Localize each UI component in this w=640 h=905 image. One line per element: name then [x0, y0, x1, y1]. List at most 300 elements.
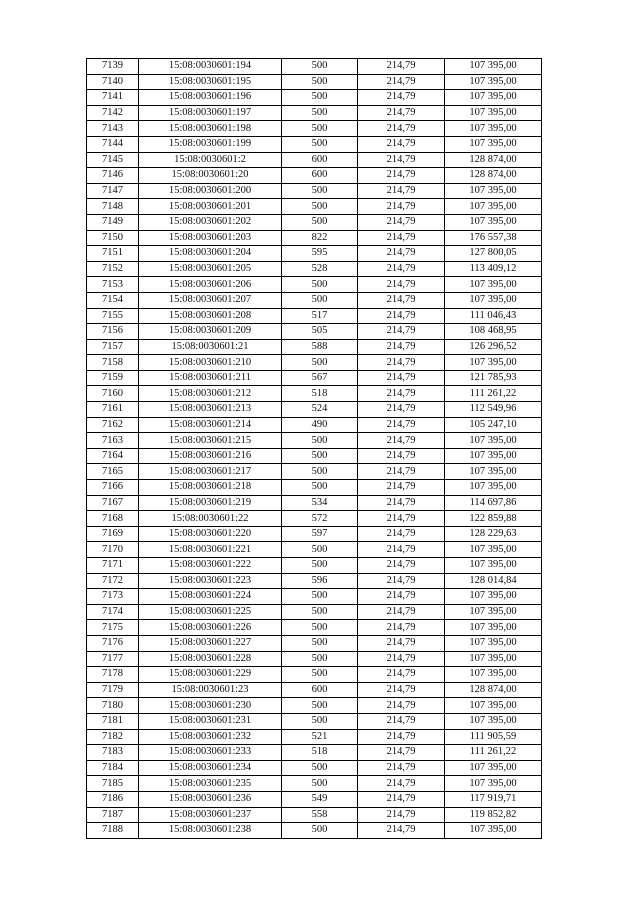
- rate-cell: 214,79: [358, 261, 445, 277]
- area-cell: 500: [282, 121, 358, 137]
- row-number-cell: 7177: [87, 651, 139, 667]
- area-cell: 500: [282, 74, 358, 90]
- area-cell: 500: [282, 776, 358, 792]
- rate-cell: 214,79: [358, 823, 445, 839]
- cadastral-number-cell: 15:08:0030601:199: [139, 136, 282, 152]
- rate-cell: 214,79: [358, 121, 445, 137]
- area-cell: 500: [282, 667, 358, 683]
- rate-cell: 214,79: [358, 682, 445, 698]
- amount-cell: 128 014,84: [445, 573, 542, 589]
- cadastral-number-cell: 15:08:0030601:194: [139, 59, 282, 75]
- table-body: [87, 59, 542, 839]
- cadastral-number-cell: 15:08:0030601:215: [139, 433, 282, 449]
- table-row: [87, 620, 542, 636]
- row-number-cell: 7161: [87, 402, 139, 418]
- rate-cell: 214,79: [358, 90, 445, 106]
- cadastral-number-cell: 15:08:0030601:211: [139, 370, 282, 386]
- row-number-cell: 7151: [87, 246, 139, 262]
- area-cell: 518: [282, 386, 358, 402]
- rate-cell: 214,79: [358, 480, 445, 496]
- table-row: [87, 230, 542, 246]
- table-row: [87, 214, 542, 230]
- table-row: [87, 448, 542, 464]
- cadastral-number-cell: 15:08:0030601:22: [139, 511, 282, 527]
- cadastral-number-cell: 15:08:0030601:20: [139, 168, 282, 184]
- area-cell: 524: [282, 402, 358, 418]
- row-number-cell: 7182: [87, 729, 139, 745]
- amount-cell: 107 395,00: [445, 604, 542, 620]
- row-number-cell: 7153: [87, 277, 139, 293]
- cadastral-number-cell: 15:08:0030601:227: [139, 635, 282, 651]
- rate-cell: 214,79: [358, 230, 445, 246]
- area-cell: 500: [282, 214, 358, 230]
- amount-cell: 107 395,00: [445, 214, 542, 230]
- rate-cell: 214,79: [358, 183, 445, 199]
- table-row: [87, 90, 542, 106]
- area-cell: 500: [282, 558, 358, 574]
- area-cell: 517: [282, 308, 358, 324]
- amount-cell: 117 919,71: [445, 791, 542, 807]
- area-cell: 500: [282, 199, 358, 215]
- amount-cell: 128 874,00: [445, 682, 542, 698]
- rate-cell: 214,79: [358, 433, 445, 449]
- area-cell: 596: [282, 573, 358, 589]
- cadastral-number-cell: 15:08:0030601:214: [139, 417, 282, 433]
- area-cell: 500: [282, 635, 358, 651]
- amount-cell: 107 395,00: [445, 713, 542, 729]
- cadastral-number-cell: 15:08:0030601:224: [139, 589, 282, 605]
- table-row: [87, 74, 542, 90]
- row-number-cell: 7184: [87, 760, 139, 776]
- rate-cell: 214,79: [358, 339, 445, 355]
- rate-cell: 214,79: [358, 448, 445, 464]
- amount-cell: 119 852,82: [445, 807, 542, 823]
- row-number-cell: 7147: [87, 183, 139, 199]
- rate-cell: 214,79: [358, 807, 445, 823]
- cadastral-number-cell: 15:08:0030601:221: [139, 542, 282, 558]
- cadastral-number-cell: 15:08:0030601:201: [139, 199, 282, 215]
- amount-cell: 127 800,05: [445, 246, 542, 262]
- cadastral-number-cell: 15:08:0030601:231: [139, 713, 282, 729]
- row-number-cell: 7180: [87, 698, 139, 714]
- rate-cell: 214,79: [358, 698, 445, 714]
- amount-cell: 107 395,00: [445, 121, 542, 137]
- row-number-cell: 7175: [87, 620, 139, 636]
- area-cell: 600: [282, 152, 358, 168]
- row-number-cell: 7142: [87, 105, 139, 121]
- area-cell: 500: [282, 90, 358, 106]
- table-row: [87, 386, 542, 402]
- rate-cell: 214,79: [358, 542, 445, 558]
- row-number-cell: 7186: [87, 791, 139, 807]
- area-cell: 588: [282, 339, 358, 355]
- table-row: [87, 152, 542, 168]
- cadastral-number-cell: 15:08:0030601:23: [139, 682, 282, 698]
- rate-cell: 214,79: [358, 74, 445, 90]
- cadastral-number-cell: 15:08:0030601:216: [139, 448, 282, 464]
- rate-cell: 214,79: [358, 402, 445, 418]
- area-cell: 518: [282, 745, 358, 761]
- row-number-cell: 7164: [87, 448, 139, 464]
- cadastral-number-cell: 15:08:0030601:208: [139, 308, 282, 324]
- amount-cell: 112 549,96: [445, 402, 542, 418]
- area-cell: 595: [282, 246, 358, 262]
- rate-cell: 214,79: [358, 59, 445, 75]
- area-cell: 500: [282, 105, 358, 121]
- cadastral-number-cell: 15:08:0030601:236: [139, 791, 282, 807]
- amount-cell: 107 395,00: [445, 776, 542, 792]
- table-row: [87, 760, 542, 776]
- row-number-cell: 7158: [87, 355, 139, 371]
- amount-cell: 107 395,00: [445, 90, 542, 106]
- area-cell: 500: [282, 604, 358, 620]
- row-number-cell: 7167: [87, 495, 139, 511]
- cadastral-number-cell: 15:08:0030601:2: [139, 152, 282, 168]
- data-table: [86, 58, 542, 839]
- amount-cell: 107 395,00: [445, 558, 542, 574]
- row-number-cell: 7159: [87, 370, 139, 386]
- amount-cell: 176 557,38: [445, 230, 542, 246]
- table-row: [87, 776, 542, 792]
- table-row: [87, 105, 542, 121]
- row-number-cell: 7179: [87, 682, 139, 698]
- table-row: [87, 511, 542, 527]
- area-cell: 549: [282, 791, 358, 807]
- amount-cell: 111 261,22: [445, 386, 542, 402]
- table-row: [87, 729, 542, 745]
- area-cell: 500: [282, 698, 358, 714]
- row-number-cell: 7143: [87, 121, 139, 137]
- rate-cell: 214,79: [358, 776, 445, 792]
- row-number-cell: 7181: [87, 713, 139, 729]
- area-cell: 521: [282, 729, 358, 745]
- table-row: [87, 604, 542, 620]
- row-number-cell: 7165: [87, 464, 139, 480]
- cadastral-number-cell: 15:08:0030601:213: [139, 402, 282, 418]
- row-number-cell: 7144: [87, 136, 139, 152]
- row-number-cell: 7188: [87, 823, 139, 839]
- rate-cell: 214,79: [358, 511, 445, 527]
- area-cell: 500: [282, 292, 358, 308]
- table-row: [87, 308, 542, 324]
- rate-cell: 214,79: [358, 355, 445, 371]
- amount-cell: 107 395,00: [445, 620, 542, 636]
- row-number-cell: 7162: [87, 417, 139, 433]
- row-number-cell: 7172: [87, 573, 139, 589]
- table-row: [87, 168, 542, 184]
- row-number-cell: 7170: [87, 542, 139, 558]
- table-row: [87, 417, 542, 433]
- cadastral-number-cell: 15:08:0030601:218: [139, 480, 282, 496]
- table-row: [87, 713, 542, 729]
- cadastral-number-cell: 15:08:0030601:212: [139, 386, 282, 402]
- cadastral-number-cell: 15:08:0030601:204: [139, 246, 282, 262]
- area-cell: 534: [282, 495, 358, 511]
- cadastral-number-cell: 15:08:0030601:226: [139, 620, 282, 636]
- cadastral-number-cell: 15:08:0030601:206: [139, 277, 282, 293]
- rate-cell: 214,79: [358, 791, 445, 807]
- area-cell: 500: [282, 589, 358, 605]
- rate-cell: 214,79: [358, 604, 445, 620]
- amount-cell: 107 395,00: [445, 667, 542, 683]
- table-row: [87, 246, 542, 262]
- table-row: [87, 292, 542, 308]
- amount-cell: 128 874,00: [445, 152, 542, 168]
- cadastral-number-cell: 15:08:0030601:222: [139, 558, 282, 574]
- table-row: [87, 495, 542, 511]
- cadastral-number-cell: 15:08:0030601:197: [139, 105, 282, 121]
- table-row: [87, 433, 542, 449]
- row-number-cell: 7168: [87, 511, 139, 527]
- rate-cell: 214,79: [358, 136, 445, 152]
- row-number-cell: 7152: [87, 261, 139, 277]
- area-cell: 500: [282, 713, 358, 729]
- rate-cell: 214,79: [358, 417, 445, 433]
- cadastral-number-cell: 15:08:0030601:195: [139, 74, 282, 90]
- cadastral-number-cell: 15:08:0030601:223: [139, 573, 282, 589]
- row-number-cell: 7163: [87, 433, 139, 449]
- table-row: [87, 402, 542, 418]
- cadastral-number-cell: 15:08:0030601:205: [139, 261, 282, 277]
- amount-cell: 107 395,00: [445, 59, 542, 75]
- row-number-cell: 7160: [87, 386, 139, 402]
- table-row: [87, 277, 542, 293]
- cadastral-number-cell: 15:08:0030601:203: [139, 230, 282, 246]
- area-cell: 528: [282, 261, 358, 277]
- rate-cell: 214,79: [358, 277, 445, 293]
- table-row: [87, 526, 542, 542]
- area-cell: 600: [282, 682, 358, 698]
- rate-cell: 214,79: [358, 589, 445, 605]
- area-cell: 822: [282, 230, 358, 246]
- row-number-cell: 7146: [87, 168, 139, 184]
- cadastral-number-cell: 15:08:0030601:21: [139, 339, 282, 355]
- cadastral-number-cell: 15:08:0030601:196: [139, 90, 282, 106]
- cadastral-number-cell: 15:08:0030601:238: [139, 823, 282, 839]
- area-cell: 490: [282, 417, 358, 433]
- amount-cell: 105 247,10: [445, 417, 542, 433]
- area-cell: 500: [282, 59, 358, 75]
- row-number-cell: 7185: [87, 776, 139, 792]
- row-number-cell: 7171: [87, 558, 139, 574]
- amount-cell: 108 468,95: [445, 324, 542, 340]
- rate-cell: 214,79: [358, 152, 445, 168]
- amount-cell: 107 395,00: [445, 136, 542, 152]
- area-cell: 500: [282, 464, 358, 480]
- amount-cell: 114 697,86: [445, 495, 542, 511]
- row-number-cell: 7148: [87, 199, 139, 215]
- rate-cell: 214,79: [358, 667, 445, 683]
- amount-cell: 107 395,00: [445, 823, 542, 839]
- rate-cell: 214,79: [358, 324, 445, 340]
- amount-cell: 107 395,00: [445, 651, 542, 667]
- row-number-cell: 7154: [87, 292, 139, 308]
- rate-cell: 214,79: [358, 105, 445, 121]
- table-row: [87, 261, 542, 277]
- rate-cell: 214,79: [358, 760, 445, 776]
- row-number-cell: 7155: [87, 308, 139, 324]
- cadastral-number-cell: 15:08:0030601:237: [139, 807, 282, 823]
- row-number-cell: 7157: [87, 339, 139, 355]
- table-row: [87, 589, 542, 605]
- cadastral-number-cell: 15:08:0030601:207: [139, 292, 282, 308]
- row-number-cell: 7150: [87, 230, 139, 246]
- table-row: [87, 542, 542, 558]
- rate-cell: 214,79: [358, 558, 445, 574]
- cadastral-number-cell: 15:08:0030601:200: [139, 183, 282, 199]
- amount-cell: 122 859,88: [445, 511, 542, 527]
- row-number-cell: 7176: [87, 635, 139, 651]
- cadastral-number-cell: 15:08:0030601:233: [139, 745, 282, 761]
- amount-cell: 107 395,00: [445, 589, 542, 605]
- amount-cell: 107 395,00: [445, 448, 542, 464]
- amount-cell: 128 229,63: [445, 526, 542, 542]
- amount-cell: 107 395,00: [445, 183, 542, 199]
- amount-cell: 111 905,59: [445, 729, 542, 745]
- rate-cell: 214,79: [358, 386, 445, 402]
- row-number-cell: 7173: [87, 589, 139, 605]
- row-number-cell: 7145: [87, 152, 139, 168]
- rate-cell: 214,79: [358, 464, 445, 480]
- table-row: [87, 199, 542, 215]
- amount-cell: 107 395,00: [445, 277, 542, 293]
- area-cell: 500: [282, 760, 358, 776]
- row-number-cell: 7166: [87, 480, 139, 496]
- rate-cell: 214,79: [358, 168, 445, 184]
- table-row: [87, 682, 542, 698]
- area-cell: 500: [282, 480, 358, 496]
- cadastral-number-cell: 15:08:0030601:220: [139, 526, 282, 542]
- cadastral-number-cell: 15:08:0030601:198: [139, 121, 282, 137]
- amount-cell: 126 296,52: [445, 339, 542, 355]
- cadastral-number-cell: 15:08:0030601:228: [139, 651, 282, 667]
- amount-cell: 107 395,00: [445, 635, 542, 651]
- row-number-cell: 7187: [87, 807, 139, 823]
- cadastral-number-cell: 15:08:0030601:210: [139, 355, 282, 371]
- amount-cell: 107 395,00: [445, 199, 542, 215]
- row-number-cell: 7174: [87, 604, 139, 620]
- amount-cell: 107 395,00: [445, 760, 542, 776]
- rate-cell: 214,79: [358, 573, 445, 589]
- table-row: [87, 480, 542, 496]
- table-row: [87, 183, 542, 199]
- area-cell: 597: [282, 526, 358, 542]
- area-cell: 500: [282, 823, 358, 839]
- area-cell: 500: [282, 183, 358, 199]
- rate-cell: 214,79: [358, 729, 445, 745]
- amount-cell: 113 409,12: [445, 261, 542, 277]
- area-cell: 500: [282, 277, 358, 293]
- amount-cell: 111 046,43: [445, 308, 542, 324]
- amount-cell: 121 785,93: [445, 370, 542, 386]
- cadastral-number-cell: 15:08:0030601:209: [139, 324, 282, 340]
- rate-cell: 214,79: [358, 199, 445, 215]
- area-cell: 500: [282, 136, 358, 152]
- amount-cell: 107 395,00: [445, 464, 542, 480]
- table-row: [87, 635, 542, 651]
- table-row: [87, 339, 542, 355]
- row-number-cell: 7140: [87, 74, 139, 90]
- cadastral-number-cell: 15:08:0030601:232: [139, 729, 282, 745]
- area-cell: 500: [282, 433, 358, 449]
- rate-cell: 214,79: [358, 246, 445, 262]
- area-cell: 500: [282, 542, 358, 558]
- area-cell: 500: [282, 355, 358, 371]
- area-cell: 558: [282, 807, 358, 823]
- table-row: [87, 324, 542, 340]
- amount-cell: 107 395,00: [445, 433, 542, 449]
- table-row: [87, 791, 542, 807]
- row-number-cell: 7141: [87, 90, 139, 106]
- table-row: [87, 121, 542, 137]
- rate-cell: 214,79: [358, 292, 445, 308]
- cadastral-number-cell: 15:08:0030601:219: [139, 495, 282, 511]
- table-row: [87, 807, 542, 823]
- rate-cell: 214,79: [358, 651, 445, 667]
- amount-cell: 107 395,00: [445, 74, 542, 90]
- table-row: [87, 823, 542, 839]
- area-cell: 505: [282, 324, 358, 340]
- table-row: [87, 464, 542, 480]
- cadastral-number-cell: 15:08:0030601:235: [139, 776, 282, 792]
- row-number-cell: 7169: [87, 526, 139, 542]
- cadastral-number-cell: 15:08:0030601:225: [139, 604, 282, 620]
- amount-cell: 107 395,00: [445, 292, 542, 308]
- row-number-cell: 7156: [87, 324, 139, 340]
- rate-cell: 214,79: [358, 745, 445, 761]
- rate-cell: 214,79: [358, 620, 445, 636]
- table-row: [87, 355, 542, 371]
- table-row: [87, 136, 542, 152]
- amount-cell: 107 395,00: [445, 105, 542, 121]
- rate-cell: 214,79: [358, 713, 445, 729]
- area-cell: 600: [282, 168, 358, 184]
- rate-cell: 214,79: [358, 495, 445, 511]
- rate-cell: 214,79: [358, 214, 445, 230]
- table-row: [87, 558, 542, 574]
- table-row: [87, 370, 542, 386]
- cadastral-number-cell: 15:08:0030601:217: [139, 464, 282, 480]
- area-cell: 500: [282, 448, 358, 464]
- table-row: [87, 651, 542, 667]
- row-number-cell: 7149: [87, 214, 139, 230]
- area-cell: 572: [282, 511, 358, 527]
- amount-cell: 107 395,00: [445, 542, 542, 558]
- table-row: [87, 573, 542, 589]
- rate-cell: 214,79: [358, 526, 445, 542]
- rate-cell: 214,79: [358, 635, 445, 651]
- table-row: [87, 667, 542, 683]
- rate-cell: 214,79: [358, 370, 445, 386]
- row-number-cell: 7178: [87, 667, 139, 683]
- rate-cell: 214,79: [358, 308, 445, 324]
- cadastral-number-cell: 15:08:0030601:229: [139, 667, 282, 683]
- amount-cell: 107 395,00: [445, 698, 542, 714]
- cadastral-number-cell: 15:08:0030601:230: [139, 698, 282, 714]
- table-row: [87, 698, 542, 714]
- table-row: [87, 745, 542, 761]
- area-cell: 500: [282, 620, 358, 636]
- row-number-cell: 7139: [87, 59, 139, 75]
- table-row: [87, 59, 542, 75]
- amount-cell: 128 874,00: [445, 168, 542, 184]
- amount-cell: 107 395,00: [445, 480, 542, 496]
- amount-cell: 111 261,22: [445, 745, 542, 761]
- cadastral-number-cell: 15:08:0030601:202: [139, 214, 282, 230]
- cadastral-number-cell: 15:08:0030601:234: [139, 760, 282, 776]
- row-number-cell: 7183: [87, 745, 139, 761]
- amount-cell: 107 395,00: [445, 355, 542, 371]
